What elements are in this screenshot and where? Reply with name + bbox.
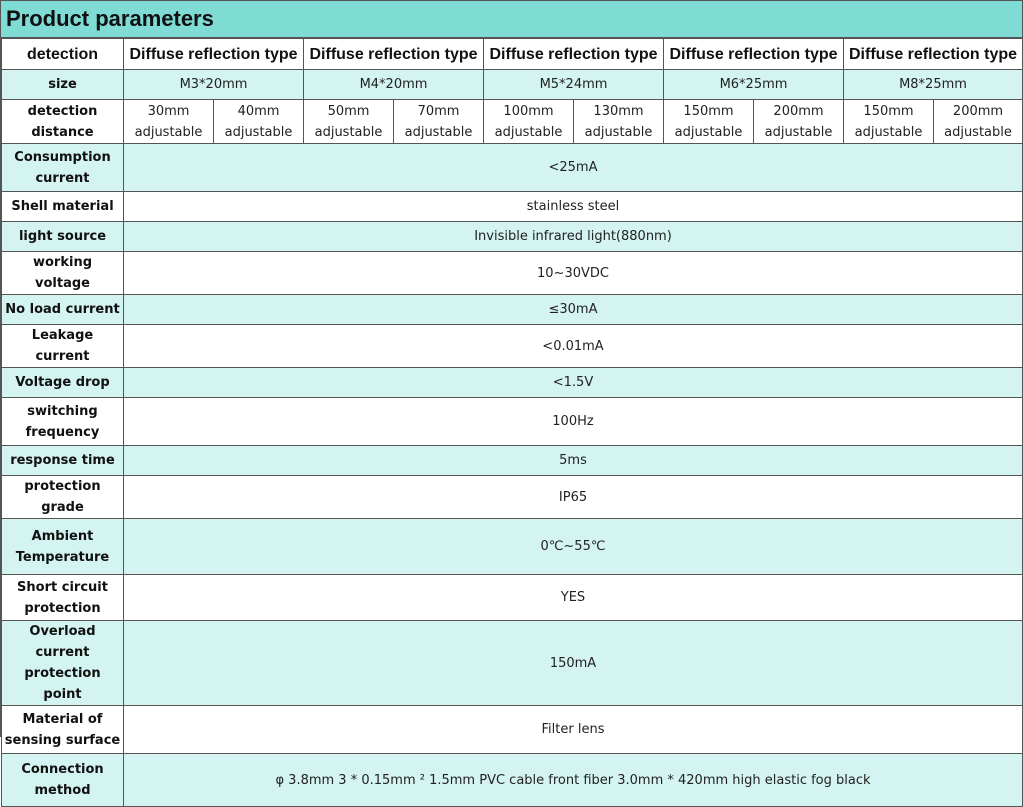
distance-label [2, 100, 124, 144]
spec-value: Filter lens [124, 706, 1023, 754]
type-header: Diffuse reflection type [304, 39, 484, 70]
distance-label-line2: distance [31, 124, 94, 140]
size-row [2, 70, 1023, 100]
spec-label: Leakage current [2, 325, 124, 368]
distance-cell [934, 100, 1023, 144]
size-value: M4*20mm [304, 70, 484, 100]
distance-cell [844, 100, 934, 144]
distance-row [2, 100, 1023, 144]
spec-label: Overload current protection point [2, 621, 124, 706]
distance-value: 200mm [952, 103, 1004, 119]
spec-row [2, 325, 1023, 368]
distance-cell [394, 100, 484, 144]
spec-label: Voltage drop [2, 368, 124, 398]
spec-label: Material of sensing surface [2, 706, 124, 754]
spec-value: φ 3.8mm 3 * 0.15mm ² 1.5mm PVC cable front fiber 3.0mm * 420mm high elastic fog black [124, 754, 1023, 807]
size-value: M8*25mm [844, 70, 1023, 100]
spec-value: Invisible infrared light(880nm) [124, 222, 1023, 252]
type-header: Diffuse reflection type [844, 39, 1023, 70]
distance-note: adjustable [224, 124, 293, 140]
parameters-table [1, 38, 1023, 807]
distance-note: adjustable [314, 124, 383, 140]
spec-row [2, 706, 1023, 754]
size-label: size [2, 70, 124, 100]
distance-value: 100mm [503, 103, 554, 119]
spec-label: No load current [2, 295, 124, 325]
spec-row [2, 144, 1023, 192]
spec-value: stainless steel [124, 192, 1023, 222]
distance-value: 200mm [773, 103, 824, 119]
distance-note: adjustable [404, 124, 473, 140]
spec-row [2, 575, 1023, 621]
type-header: Diffuse reflection type [484, 39, 664, 70]
distance-cell [574, 100, 664, 144]
distance-cell [484, 100, 574, 144]
header-row [2, 39, 1023, 70]
distance-value: 130mm [593, 103, 644, 119]
size-value: M3*20mm [124, 70, 304, 100]
distance-cell [124, 100, 214, 144]
distance-value: 150mm [863, 103, 914, 119]
spec-value: YES [124, 575, 1023, 621]
spec-value: <1.5V [124, 368, 1023, 398]
spec-label: response time [2, 446, 124, 476]
type-header: Diffuse reflection type [664, 39, 844, 70]
distance-cell [304, 100, 394, 144]
distance-value: 150mm [683, 103, 734, 119]
size-value: M5*24mm [484, 70, 664, 100]
spec-row [2, 252, 1023, 295]
spec-label: light source [2, 222, 124, 252]
distance-value: 40mm [237, 103, 280, 119]
spec-label: switching frequency [2, 398, 124, 446]
spec-label: Consumption current [2, 144, 124, 192]
spec-value: 5ms [124, 446, 1023, 476]
spec-value: <0.01mA [124, 325, 1023, 368]
distance-value: 30mm [147, 103, 190, 119]
type-header: Diffuse reflection type [124, 39, 304, 70]
size-value: M6*25mm [664, 70, 844, 100]
spec-label: Short circuit protection [2, 575, 124, 621]
distance-note: adjustable [134, 124, 203, 140]
spec-row [2, 398, 1023, 446]
distance-note: adjustable [494, 124, 563, 140]
spec-row [2, 446, 1023, 476]
spec-value: 100Hz [124, 398, 1023, 446]
distance-value: 70mm [417, 103, 460, 119]
spec-row [2, 368, 1023, 398]
distance-value: 50mm [327, 103, 370, 119]
distance-note: adjustable [944, 124, 1012, 140]
spec-value: IP65 [124, 476, 1023, 519]
distance-cell [664, 100, 754, 144]
distance-label-line1: detection [27, 103, 98, 119]
page-title: Product parameters [1, 1, 1022, 38]
spec-value: 10~30VDC [124, 252, 1023, 295]
spec-row [2, 519, 1023, 575]
spec-label: working voltage [2, 252, 124, 295]
spec-label: Ambient Temperature [2, 519, 124, 575]
spec-value: <25mA [124, 144, 1023, 192]
distance-note: adjustable [764, 124, 833, 140]
spec-row [2, 192, 1023, 222]
spec-row [2, 295, 1023, 325]
spec-value: ≤30mA [124, 295, 1023, 325]
spec-label: protection grade [2, 476, 124, 519]
distance-note: adjustable [854, 124, 923, 140]
spec-label: Connection method [2, 754, 124, 807]
spec-row [2, 476, 1023, 519]
spec-row [2, 621, 1023, 706]
spec-value: 150mA [124, 621, 1023, 706]
distance-cell [754, 100, 844, 144]
distance-note: adjustable [674, 124, 743, 140]
distance-note: adjustable [584, 124, 653, 140]
spec-row [2, 222, 1023, 252]
spec-label: Shell material [2, 192, 124, 222]
spec-row [2, 754, 1023, 807]
spec-value: 0℃~55℃ [124, 519, 1023, 575]
distance-cell [214, 100, 304, 144]
detection-header-label: detection [2, 39, 124, 70]
